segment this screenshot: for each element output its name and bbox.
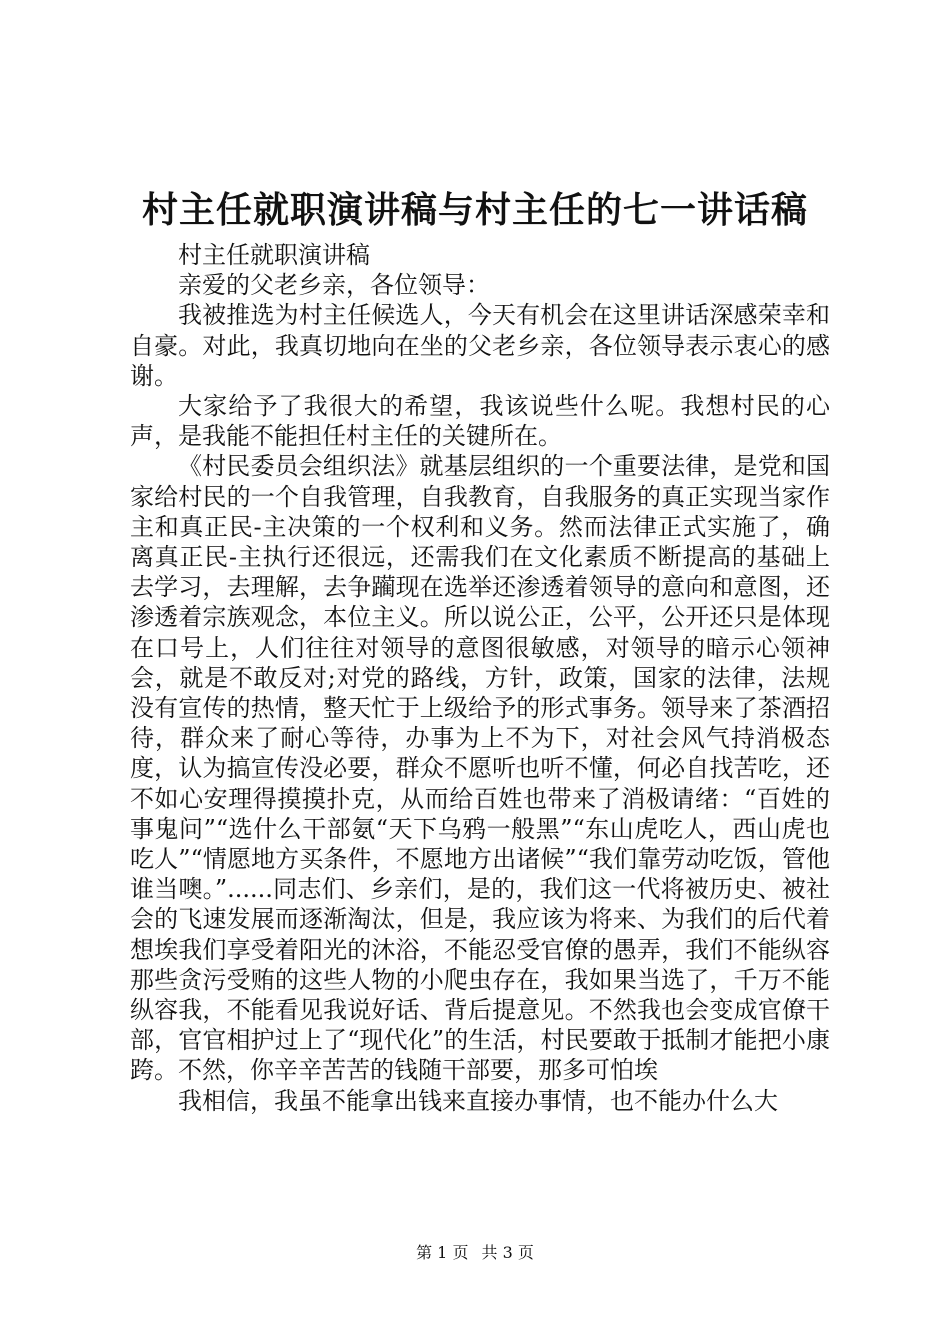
page-footer xyxy=(0,1241,950,1265)
subtitle-paragraph: 村主任就职演讲稿 xyxy=(178,241,370,269)
document-title: 村主任就职演讲稿与村主任的七一讲话稿 xyxy=(141,189,808,231)
page-number: 第 1 页 xyxy=(416,1243,469,1262)
document-body xyxy=(130,240,830,1116)
page-total: 共 3 页 xyxy=(481,1243,534,1262)
body-paragraph: 大家给予了我很大的希望，我该说些什么呢。我想村民的心声，是我能不能担任村主任的关键所在。 xyxy=(130,392,830,451)
body-paragraph: 《村民委员会组织法》就基层组织的一个重要法律，是党和国家给村民的一个自我管理，自我教育，自我服务的真正实现当家作主和真正民-主决策的一个权利和义务。然而法律正式实施了，确离真正民-主执行还很远，还需我们在文化素质不断提高的基础上去学习，去理解，去争躏现在选举还渗透着领导的意向和意图，还渗透着宗族观念，本位主义。所以说公正，公平，公开还只是体现在口号上，人们往往对领导的意图很敏感，对领导的暗示心领神会，就是不敢反对;对党的路线，方针，政策，国家的法律，法规没有宣传的热情，整天忙于上级给予的形式事务。领导来了茶酒招待，群众来了耐心等待，办事为上不为下，对社会风气持消极态度，认为搞宣传没必要，群众不愿听也听不懂，何必自找苦吃，还不如心安理得摸摸扑克，从而给百姓也带来了消极请绪：“百姓的事鬼问”“选什么干部氨“天下乌鸦一般黑”“东山虎吃人，西山虎也吃人”“情愿地方买条件，不愿地方出诸候”“我们靠劳动吃饭，管他谁当噢。”......同志们、乡亲们，是的，我们这一代将被历史、被社会的飞速发展而逐渐淘汰，但是，我应该为将来、为我们的后代着想埃我们享受着阳光的沐浴，不能忍受官僚的愚弄，我们不能纵容那些贪污受贿的这些人物的小爬虫存在，我如果当选了，千万不能纵容我，不能看见我说好话、背后提意见。不然我也会变成官僚干部，官官相护过上了“现代化”的生活，村民要敢于抵制才能把小康跨。不然，你辛辛苦苦的钱随干部要，那多可怕埃 xyxy=(130,452,830,1085)
body-paragraph: 我相信，我虽不能拿出钱来直接办事情，也不能办什么大 xyxy=(178,1086,778,1115)
salutation-paragraph: 亲爱的父老乡亲，各位领导： xyxy=(178,271,490,300)
body-paragraph: 我被推选为村主任候选人，今天有机会在这里讲话深感荣幸和自豪。对此，我真切地向在坐的父老乡亲，各位领导表示衷心的感谢。 xyxy=(130,301,830,390)
